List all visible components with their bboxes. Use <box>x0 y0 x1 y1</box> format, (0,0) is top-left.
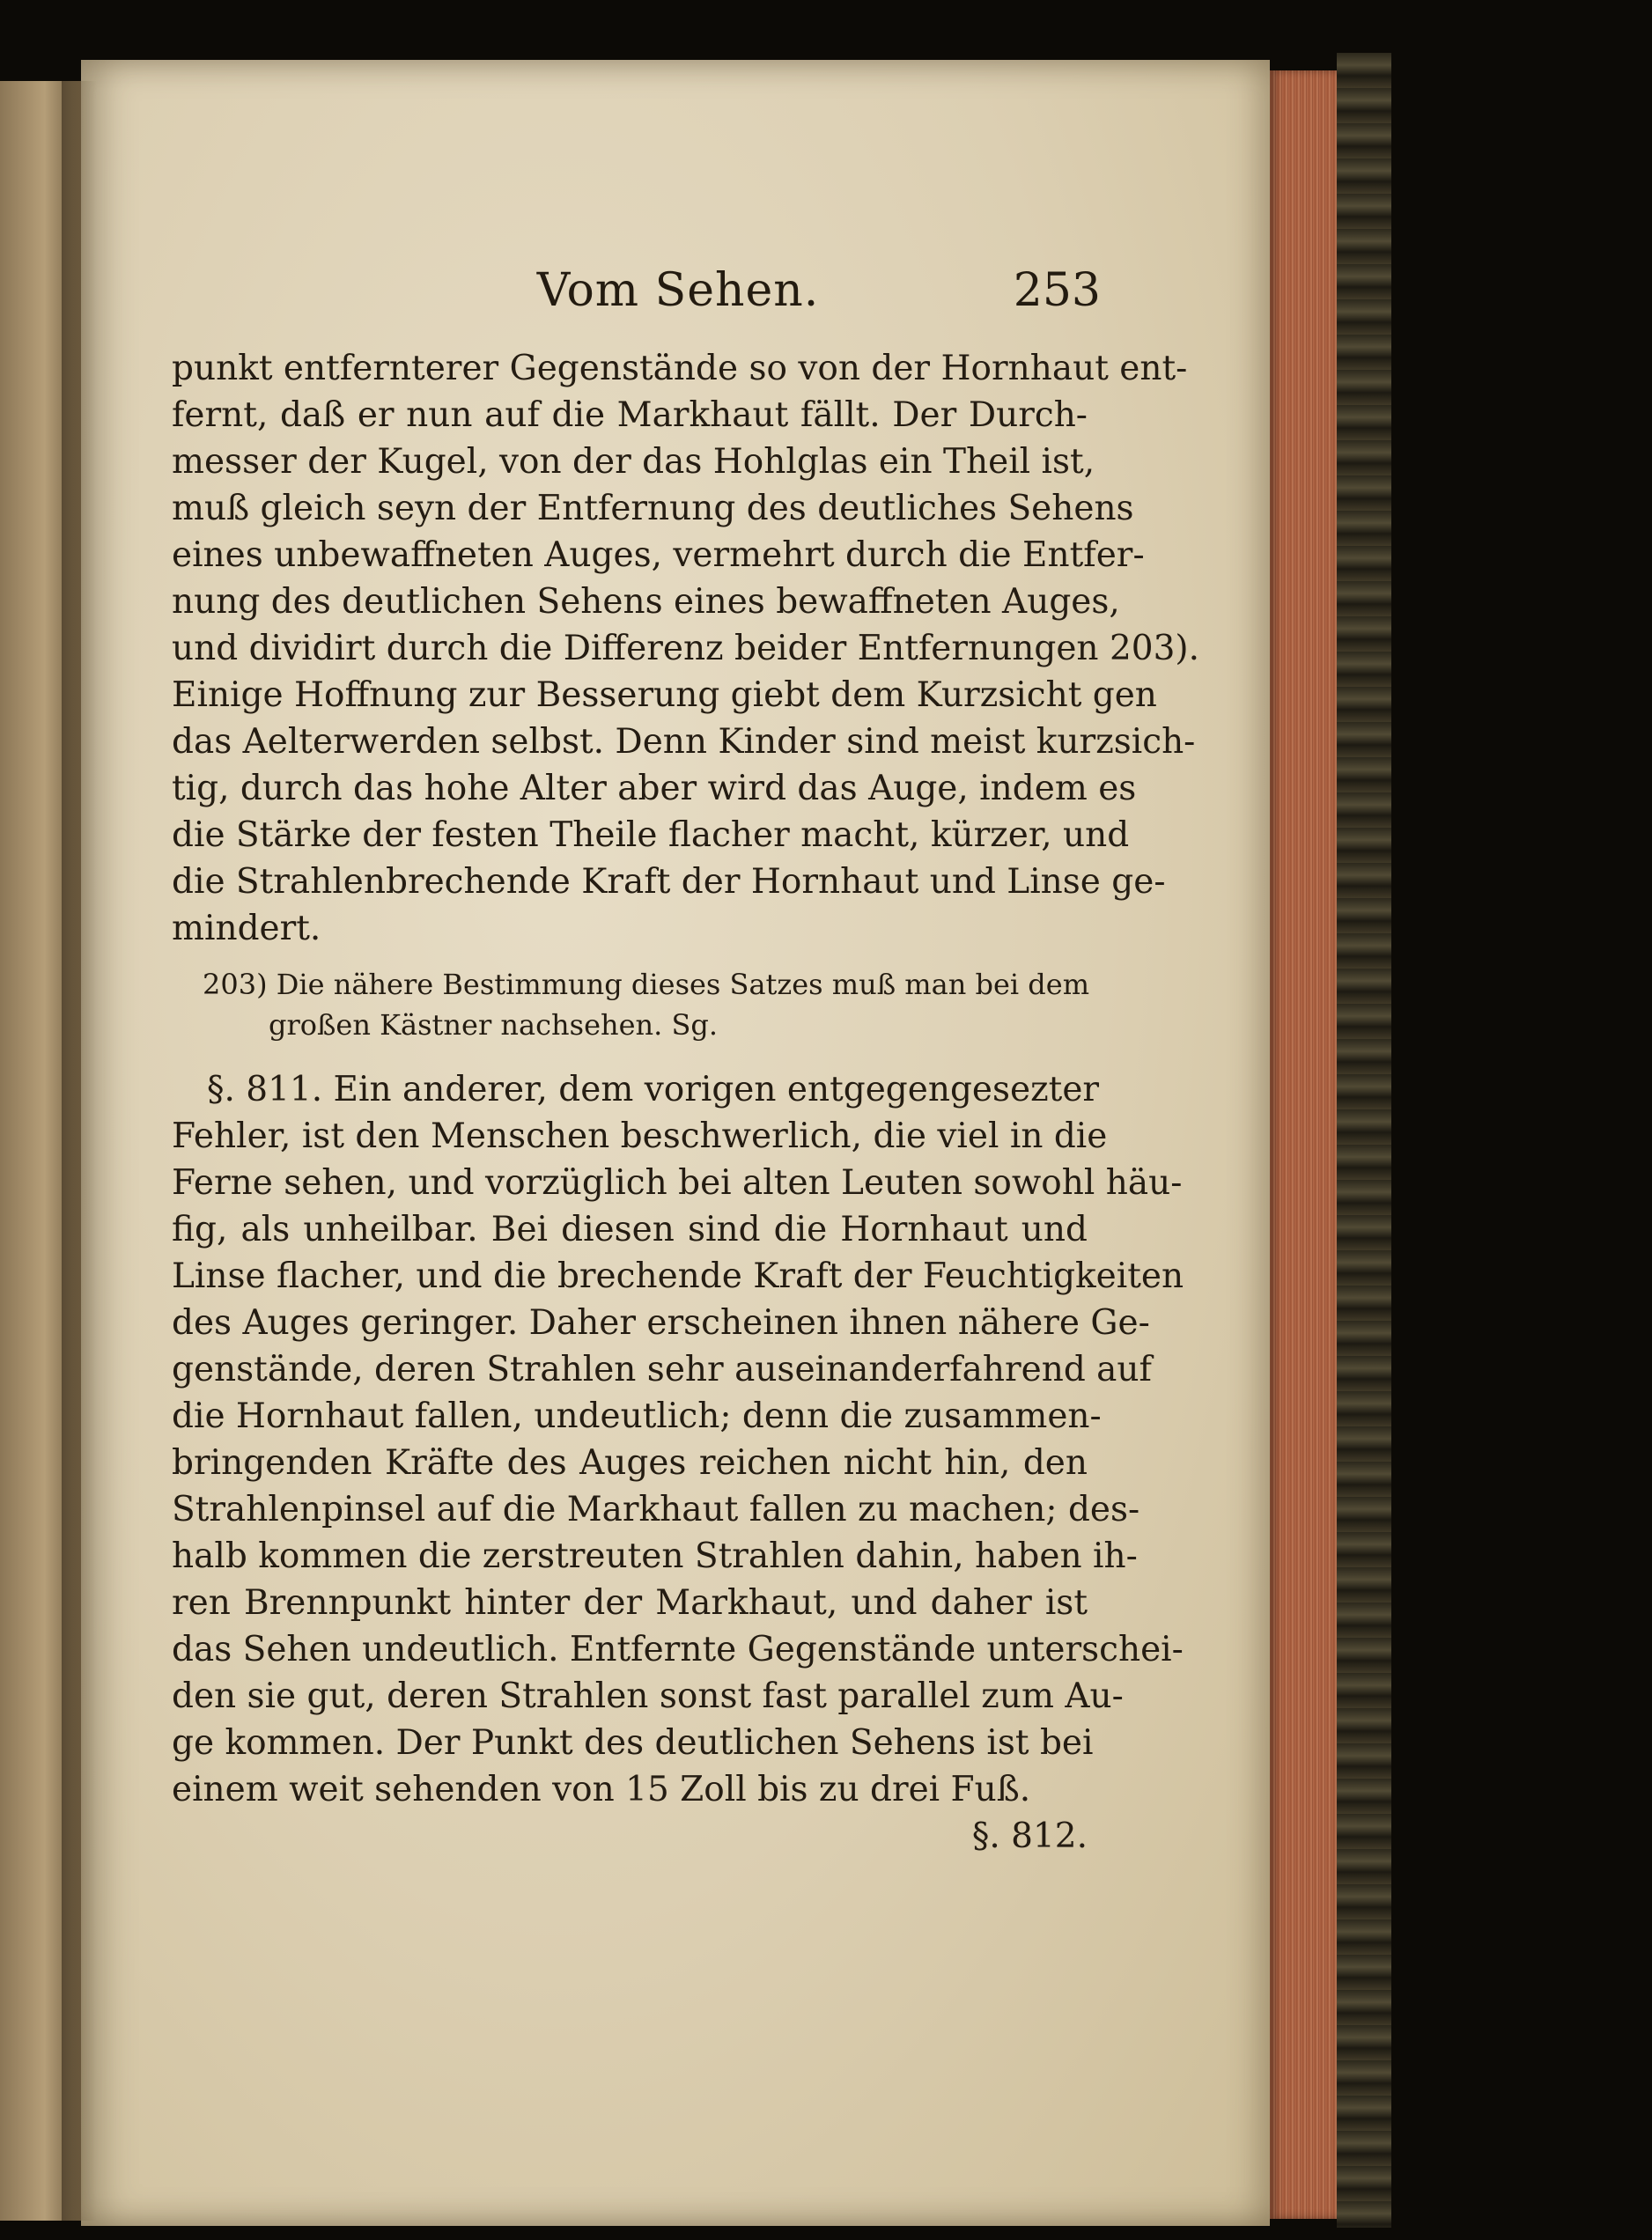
text-line: die Hornhaut fallen, undeutlich; denn die zusammen- <box>172 1396 1102 1436</box>
footnote-line: großen Kästner nachsehen. Sg. <box>269 1008 719 1042</box>
text-line: das Aelterwerden selbst. Denn Kinder sind meist kurzsich- <box>172 722 1196 762</box>
page-edges <box>1270 70 1337 2219</box>
text-line: muß gleich seyn der Entfernung des deutliches Sehens <box>172 489 1134 528</box>
text-line: nung des deutlichen Sehens eines bewaffneten Auges, <box>172 582 1120 622</box>
gutter-shadow <box>62 81 97 2221</box>
running-title: Vom Sehen. <box>536 264 820 317</box>
running-header <box>255 264 1101 328</box>
paragraph-2 <box>172 1066 1184 1813</box>
footnote <box>172 964 1088 1045</box>
text-line: ren Brennpunkt hinter der Markhaut, und daher ist <box>172 1583 1088 1623</box>
text-line: die Strahlenbrechende Kraft der Hornhaut und Linse ge- <box>172 862 1166 902</box>
text-line: den sie gut, deren Strahlen sonst fast parallel zum Au- <box>172 1676 1124 1716</box>
text-line: ge kommen. Der Punkt des deutlichen Sehens ist bei <box>172 1723 1094 1763</box>
page-text <box>172 345 1199 1860</box>
text-line: tig, durch das hohe Alter aber wird das Auge, indem es <box>172 769 1137 808</box>
text-line: Strahlenpinsel auf die Markhaut fallen zu machen; des- <box>172 1490 1140 1529</box>
book-cover-edge <box>1337 53 1391 2228</box>
paragraph-1 <box>172 345 1199 952</box>
text-line: die Stärke der festen Theile flacher macht, kürzer, und <box>172 815 1130 855</box>
page-number: 253 <box>1013 264 1101 317</box>
text-line: Linse flacher, und die brechende Kraft der Feuchtigkeiten <box>172 1256 1184 1296</box>
text-line: bringenden Kräfte des Auges reichen nicht hin, den <box>172 1443 1088 1483</box>
text-line: Ferne sehen, und vorzüglich bei alten Leuten sowohl häu- <box>172 1163 1183 1203</box>
footnote-line: 203) Die nähere Bestimmung dieses Satzes muß man bei dem <box>203 968 1090 1001</box>
text-line: Fehler, ist den Menschen beschwerlich, die viel in die <box>172 1116 1108 1156</box>
text-line: mindert. <box>172 909 321 948</box>
text-line: fernt, daß er nun auf die Markhaut fällt. Der Durch- <box>172 395 1088 435</box>
text-line: punkt entfernterer Gegenstände so von der Hornhaut ent- <box>172 349 1188 388</box>
text-line: fig, als unheilbar. Bei diesen sind die Hornhaut und <box>172 1210 1088 1249</box>
text-line: messer der Kugel, von der das Hohlglas ein Theil ist, <box>172 442 1095 482</box>
catchword: §. 812. <box>971 1816 1088 1856</box>
text-line: und dividirt durch die Differenz beider Entfernungen 203). <box>172 629 1199 668</box>
text-line: eines unbewaffneten Auges, vermehrt durch die Entfer- <box>172 535 1145 575</box>
text-line: das Sehen undeutlich. Entfernte Gegenstände unterschei- <box>172 1630 1184 1669</box>
text-line: genstände, deren Strahlen sehr auseinanderfahrend auf <box>172 1350 1152 1389</box>
text-line: §. 811. Ein anderer, dem vorigen entgegengesezter <box>207 1070 1100 1109</box>
text-line: Einige Hoffnung zur Besserung giebt dem Kurzsicht gen <box>172 675 1157 715</box>
text-line: halb kommen die zerstreuten Strahlen dahin, haben ih- <box>172 1536 1138 1576</box>
text-line: des Auges geringer. Daher erscheinen ihnen nähere Ge- <box>172 1303 1150 1343</box>
text-line: einem weit sehenden von 15 Zoll bis zu drei Fuß. <box>172 1770 1031 1809</box>
